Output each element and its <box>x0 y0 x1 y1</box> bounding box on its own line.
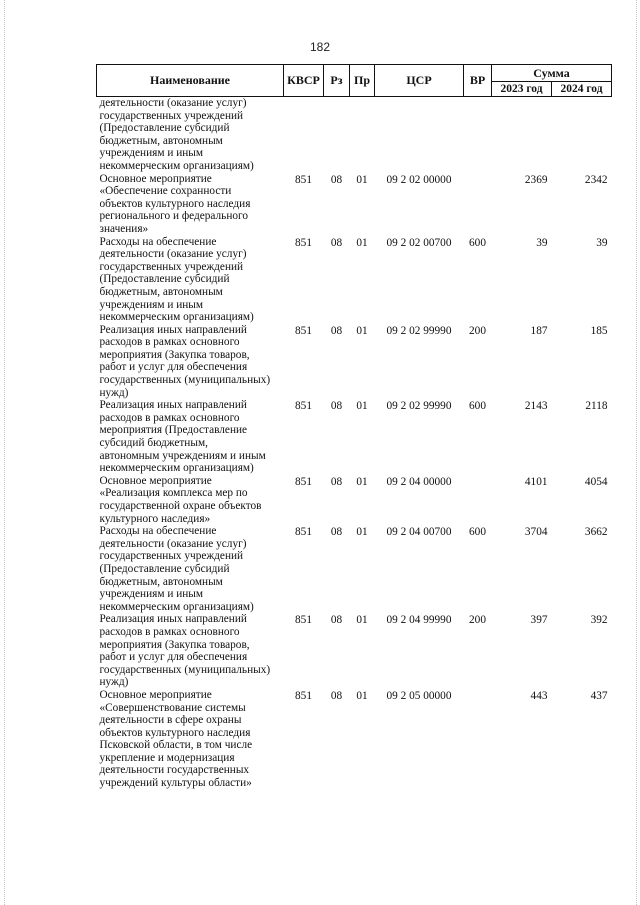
header-vr: ВР <box>464 65 492 97</box>
row-name-text: Основное мероприятие «Реализация комплекса мер по государственной охране объектов культурного наследия» <box>99 474 262 525</box>
cell-kvsr: 851 <box>295 173 312 186</box>
cell-vr: 200 <box>469 324 486 337</box>
table-row <box>97 324 612 400</box>
cell-vr: 200 <box>469 614 486 627</box>
cell-csr: 09 2 02 00000 <box>386 173 452 186</box>
cell-csr: 09 2 04 00000 <box>386 475 452 488</box>
cell-kvsr: 851 <box>295 400 312 413</box>
cell-vr: 600 <box>469 400 486 413</box>
cell-name <box>97 689 284 790</box>
cell-name <box>97 97 284 173</box>
cell-sum-2024: 437 <box>590 689 608 702</box>
cell-name <box>97 475 284 525</box>
cell-pr <box>350 97 375 173</box>
cell-sum-2024: 2342 <box>584 173 608 186</box>
row-name-text: Расходы на обеспечение деятельности (оказание услуг) государственных учреждений (Предоставление субсидий бюджетным, автономным учреждениям и иным некоммерческим организациям) <box>99 235 254 324</box>
table-row <box>97 613 612 689</box>
cell-sum-2024: 2118 <box>585 400 608 413</box>
row-name-text: Основное мероприятие «Обеспечение сохранности объектов культурного наследия регионального и федерального значения» <box>99 172 251 235</box>
header-csr: ЦСР <box>375 65 464 97</box>
cell-kvsr: 851 <box>295 475 312 488</box>
cell-kvsr: 851 <box>295 324 312 337</box>
row-name-text: Реализация иных направлений расходов в рамках основного мероприятия (Предоставление субсидий бюджетным, автономным учреждениям и иным некоммерческим организациям) <box>99 399 266 475</box>
header-pr: Пр <box>350 65 375 97</box>
row-name-text: деятельности (оказание услуг) государственных учреждений (Предоставление субсидий бюджетным, автономным учреждениям и иным некоммерческим организациям) <box>99 97 254 172</box>
header-sum: Сумма <box>492 65 612 82</box>
table-row <box>97 236 612 324</box>
cell-rz: 08 <box>330 173 343 186</box>
cell-vr <box>464 173 492 236</box>
scan-edge-right <box>636 0 637 905</box>
header-2023: 2023 год <box>492 82 552 97</box>
cell-sum-2023: 443 <box>530 689 548 702</box>
cell-sum-2023: 2143 <box>524 400 548 413</box>
page-number: 182 <box>309 40 331 54</box>
cell-sum-2023: 397 <box>530 614 548 627</box>
row-name-text: Расходы на обеспечение деятельности (оказание услуг) государственных учреждений (Предоставление субсидий бюджетным, автономным учреждениям и иным некоммерческим организациям) <box>99 525 254 613</box>
cell-rz: 08 <box>330 400 343 413</box>
cell-sum-2024: 392 <box>590 614 608 627</box>
header-2024: 2024 год <box>552 82 612 97</box>
cell-csr: 09 2 05 00000 <box>386 689 452 702</box>
cell-name <box>97 236 284 324</box>
cell-rz: 08 <box>330 324 343 337</box>
cell-kvsr: 851 <box>295 689 312 702</box>
cell-sum-2023: 4101 <box>524 475 548 488</box>
cell-rz: 08 <box>330 475 343 488</box>
cell-csr: 09 2 02 99990 <box>386 400 452 413</box>
table-row <box>97 689 612 790</box>
cell-name <box>97 173 284 236</box>
cell-rz: 08 <box>330 614 343 627</box>
cell-sum-2024: 185 <box>590 324 608 337</box>
cell-csr: 09 2 04 00700 <box>386 526 452 539</box>
cell-sum-2024: 3662 <box>584 526 608 539</box>
cell-pr: 01 <box>356 526 368 539</box>
table-body <box>97 97 612 790</box>
cell-vr <box>464 689 492 790</box>
cell-pr: 01 <box>356 475 368 488</box>
cell-csr <box>375 97 464 173</box>
header-kvsr: КВСР <box>284 65 324 97</box>
row-name-text: Основное мероприятие «Совершенствование системы деятельности в сфере охраны объектов культурного наследия Псковской области, в том числе укрепление и модернизация деятельности государственных учреждений культуры области» <box>99 688 253 790</box>
cell-name <box>97 324 284 400</box>
cell-kvsr: 851 <box>295 236 312 249</box>
cell-name <box>97 525 284 613</box>
cell-vr <box>464 475 492 525</box>
cell-name <box>97 399 284 475</box>
cell-vr <box>464 97 492 173</box>
row-name-text: Реализация иных направлений расходов в рамках основного мероприятия (Закупка товаров, работ и услуг для обеспечения государственных (муниципальных) нужд) <box>99 613 271 689</box>
cell-rz: 08 <box>330 236 343 249</box>
budget-table <box>96 64 612 790</box>
table-row <box>97 173 612 236</box>
table-row <box>97 399 612 475</box>
cell-vr: 600 <box>469 526 486 539</box>
cell-sum-2024: 39 <box>596 236 608 249</box>
cell-pr: 01 <box>356 173 368 186</box>
cell-rz: 08 <box>330 526 343 539</box>
cell-sum-2023: 187 <box>530 324 548 337</box>
header-rz: Рз <box>324 65 350 97</box>
cell-sum-2023: 2369 <box>524 173 548 186</box>
cell-sum-2024 <box>552 97 612 173</box>
cell-sum-2023: 39 <box>536 236 548 249</box>
table-row <box>97 525 612 613</box>
cell-name <box>97 613 284 689</box>
cell-kvsr: 851 <box>295 526 312 539</box>
table-row <box>97 475 612 525</box>
cell-pr: 01 <box>356 324 368 337</box>
cell-pr: 01 <box>356 689 368 702</box>
cell-pr: 01 <box>356 236 368 249</box>
cell-sum-2023: 3704 <box>524 526 548 539</box>
cell-rz <box>324 97 350 173</box>
header-name: Наименование <box>97 65 284 97</box>
cell-vr: 600 <box>469 236 486 249</box>
cell-pr: 01 <box>356 614 368 627</box>
cell-kvsr: 851 <box>295 614 312 627</box>
cell-csr: 09 2 04 99990 <box>386 614 452 627</box>
cell-sum-2023 <box>492 97 552 173</box>
cell-csr: 09 2 02 99990 <box>386 324 452 337</box>
cell-rz: 08 <box>330 689 343 702</box>
scan-edge-left <box>4 0 5 905</box>
table-row <box>97 97 612 173</box>
row-name-text: Реализация иных направлений расходов в рамках основного мероприятия (Закупка товаров, работ и услуг для обеспечения государственных (муниципальных) нужд) <box>99 323 271 399</box>
cell-sum-2024: 4054 <box>584 475 608 488</box>
cell-pr: 01 <box>356 400 368 413</box>
cell-kvsr <box>284 97 324 173</box>
cell-csr: 09 2 02 00700 <box>386 236 452 249</box>
